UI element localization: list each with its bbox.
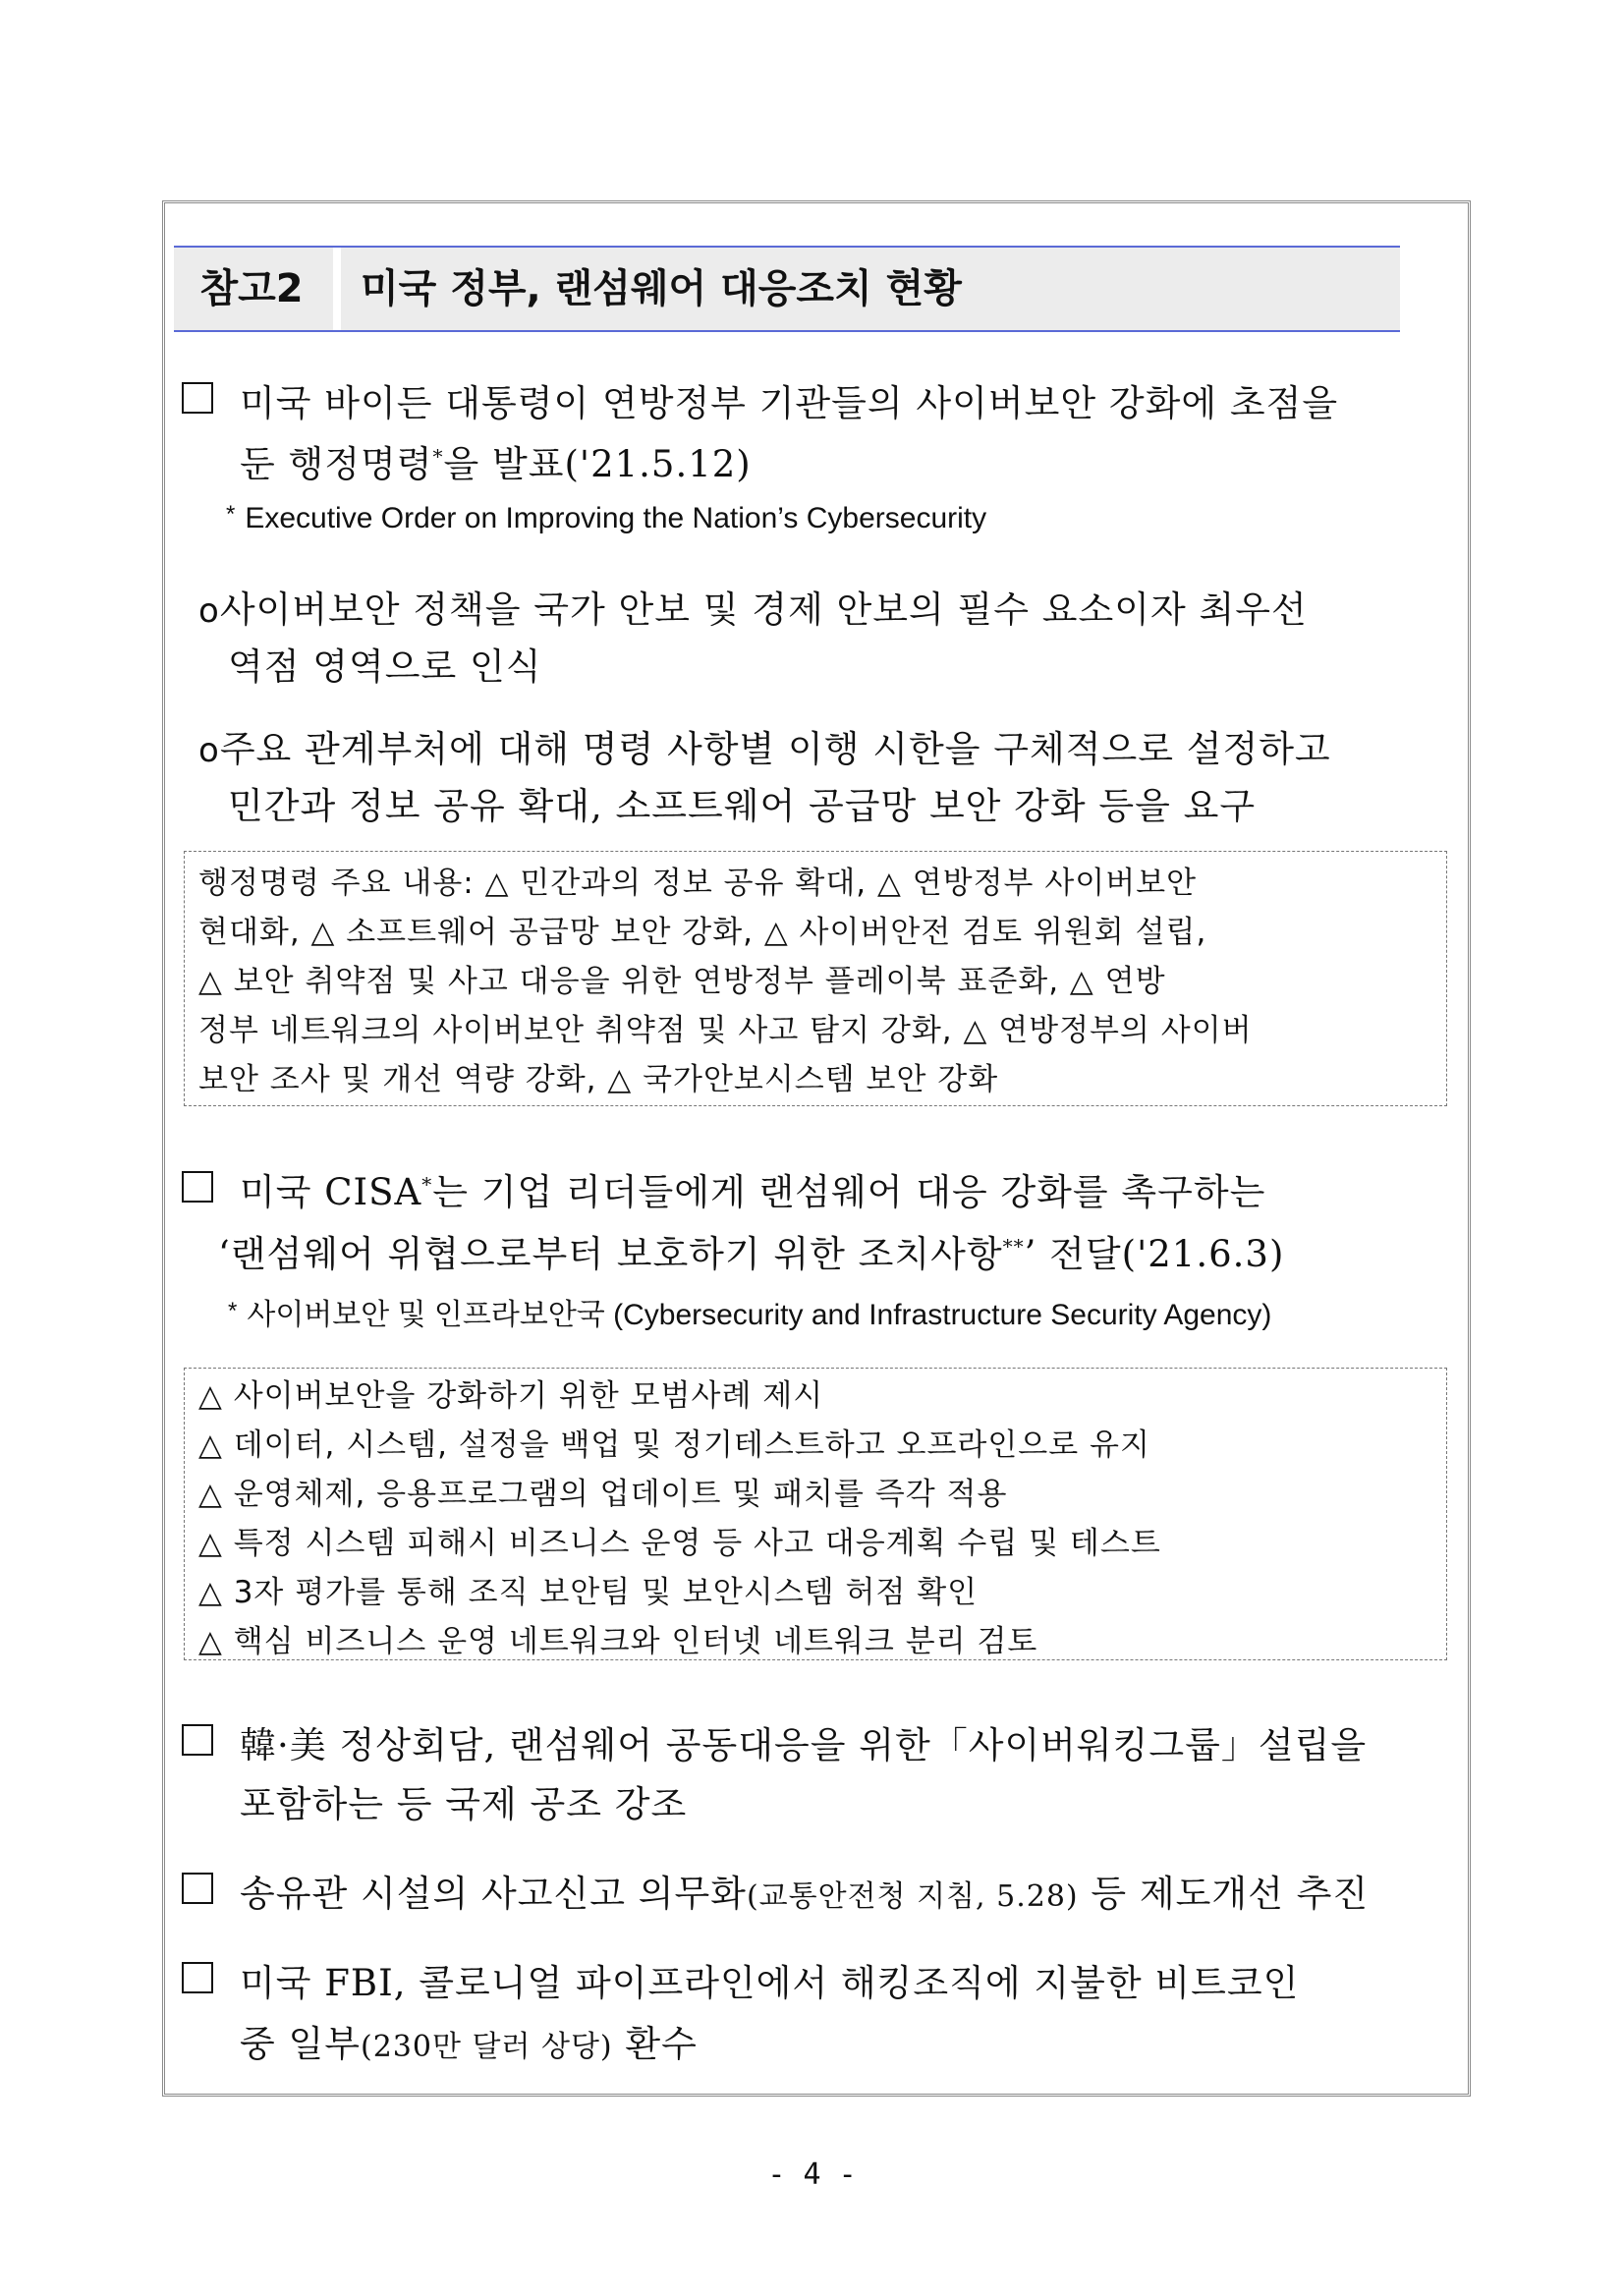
measure-line: △ 운영체제, 응용프로그램의 업데이트 및 패치를 즉각 적용 xyxy=(198,1477,1008,1512)
section4-line: 송유관 시설의 사고신고 의무화(교통안전청 지침, 5.28) 등 제도개선 추진 xyxy=(240,1873,1370,1915)
section-title-bar xyxy=(174,246,1400,332)
section1-bullet2-line2: 민간과 정보 공유 확대, 소프트웨어 공급망 보안 강화 등을 요구 xyxy=(228,785,1257,827)
title-separator xyxy=(333,248,341,330)
section1-bullet2-line1: o주요 관계부처에 대해 명령 사항별 이행 시한을 구체적으로 설정하고 xyxy=(198,728,1331,770)
reference-badge: 참고2 xyxy=(199,266,304,311)
section1-line2: 둔 행정명령*을 발표('21.5.12) xyxy=(240,443,752,485)
section5-line2: 중 일부(230만 달러 상당) 환수 xyxy=(240,2023,698,2065)
page-number: - 4 - xyxy=(767,2157,857,2192)
cisa-measures-box xyxy=(184,1368,1447,1660)
page-title: 미국 정부, 랜섬웨어 대응조치 현황 xyxy=(361,266,962,311)
measure-line: △ 핵심 비즈니스 운영 네트워크와 인터넷 네트워크 분리 검토 xyxy=(198,1624,1038,1659)
section2-line1: 미국 CISA*는 기업 리더들에게 랜섬웨어 대응 강화를 촉구하는 xyxy=(240,1171,1266,1213)
checkbox-icon xyxy=(182,1873,213,1904)
measure-line: △ 특정 시스템 피해시 비즈니스 운영 등 사고 대응계획 수립 및 테스트 xyxy=(198,1526,1161,1561)
summary-line: 현대화, △ 소프트웨어 공급망 보안 강화, △ 사이버안전 검토 위원회 설립, xyxy=(198,915,1207,950)
section1-footnote: * Executive Order on Improving the Nation’s Cybersecurity xyxy=(226,501,987,534)
checkbox-icon xyxy=(182,382,213,414)
checkbox-icon xyxy=(182,1962,213,1993)
section3-line1: 韓·美 정상회담, 랜섬웨어 공동대응을 위한「사이버워킹그룹」설립을 xyxy=(240,1724,1368,1766)
section3-line2: 포함하는 등 국제 공조 강조 xyxy=(240,1783,688,1825)
measure-line: △ 데이터, 시스템, 설정을 백업 및 정기테스트하고 오프라인으로 유지 xyxy=(198,1428,1150,1463)
summary-line: 행정명령 주요 내용: △ 민간과의 정보 공유 확대, △ 연방정부 사이버보안 xyxy=(198,866,1198,901)
section1-bullet1-line2: 역점 영역으로 인식 xyxy=(228,645,542,688)
section2-footnote: * 사이버보안 및 인프라보안국 (Cybersecurity and Infrastructure Security Agency) xyxy=(228,1298,1272,1331)
summary-line: 보안 조사 및 개선 역량 강화, △ 국가안보시스템 보안 강화 xyxy=(198,1062,999,1097)
section2-line2: ‘랜섬웨어 위협으로부터 보호하기 위한 조치사항**’ 전달('21.6.3) xyxy=(218,1233,1285,1275)
checkbox-icon xyxy=(182,1171,213,1203)
measure-line: △ 3자 평가를 통해 조직 보안팀 및 보안시스템 허점 확인 xyxy=(198,1575,979,1610)
executive-order-summary-box xyxy=(184,851,1447,1106)
section1-bullet1-line1: o사이버보안 정책을 국가 안보 및 경제 안보의 필수 요소이자 최우선 xyxy=(198,588,1308,631)
measure-line: △ 사이버보안을 강화하기 위한 모범사례 제시 xyxy=(198,1378,824,1414)
section5-line1: 미국 FBI, 콜로니얼 파이프라인에서 해킹조직에 지불한 비트코인 xyxy=(240,1962,1300,2004)
summary-line: 정부 네트워크의 사이버보안 취약점 및 사고 탐지 강화, △ 연방정부의 사이버 xyxy=(198,1013,1253,1048)
section1-line1: 미국 바이든 대통령이 연방정부 기관들의 사이버보안 강화에 초점을 xyxy=(240,382,1339,424)
checkbox-icon xyxy=(182,1724,213,1756)
summary-line: △ 보안 취약점 및 사고 대응을 위한 연방정부 플레이북 표준화, △ 연방 xyxy=(198,964,1166,999)
